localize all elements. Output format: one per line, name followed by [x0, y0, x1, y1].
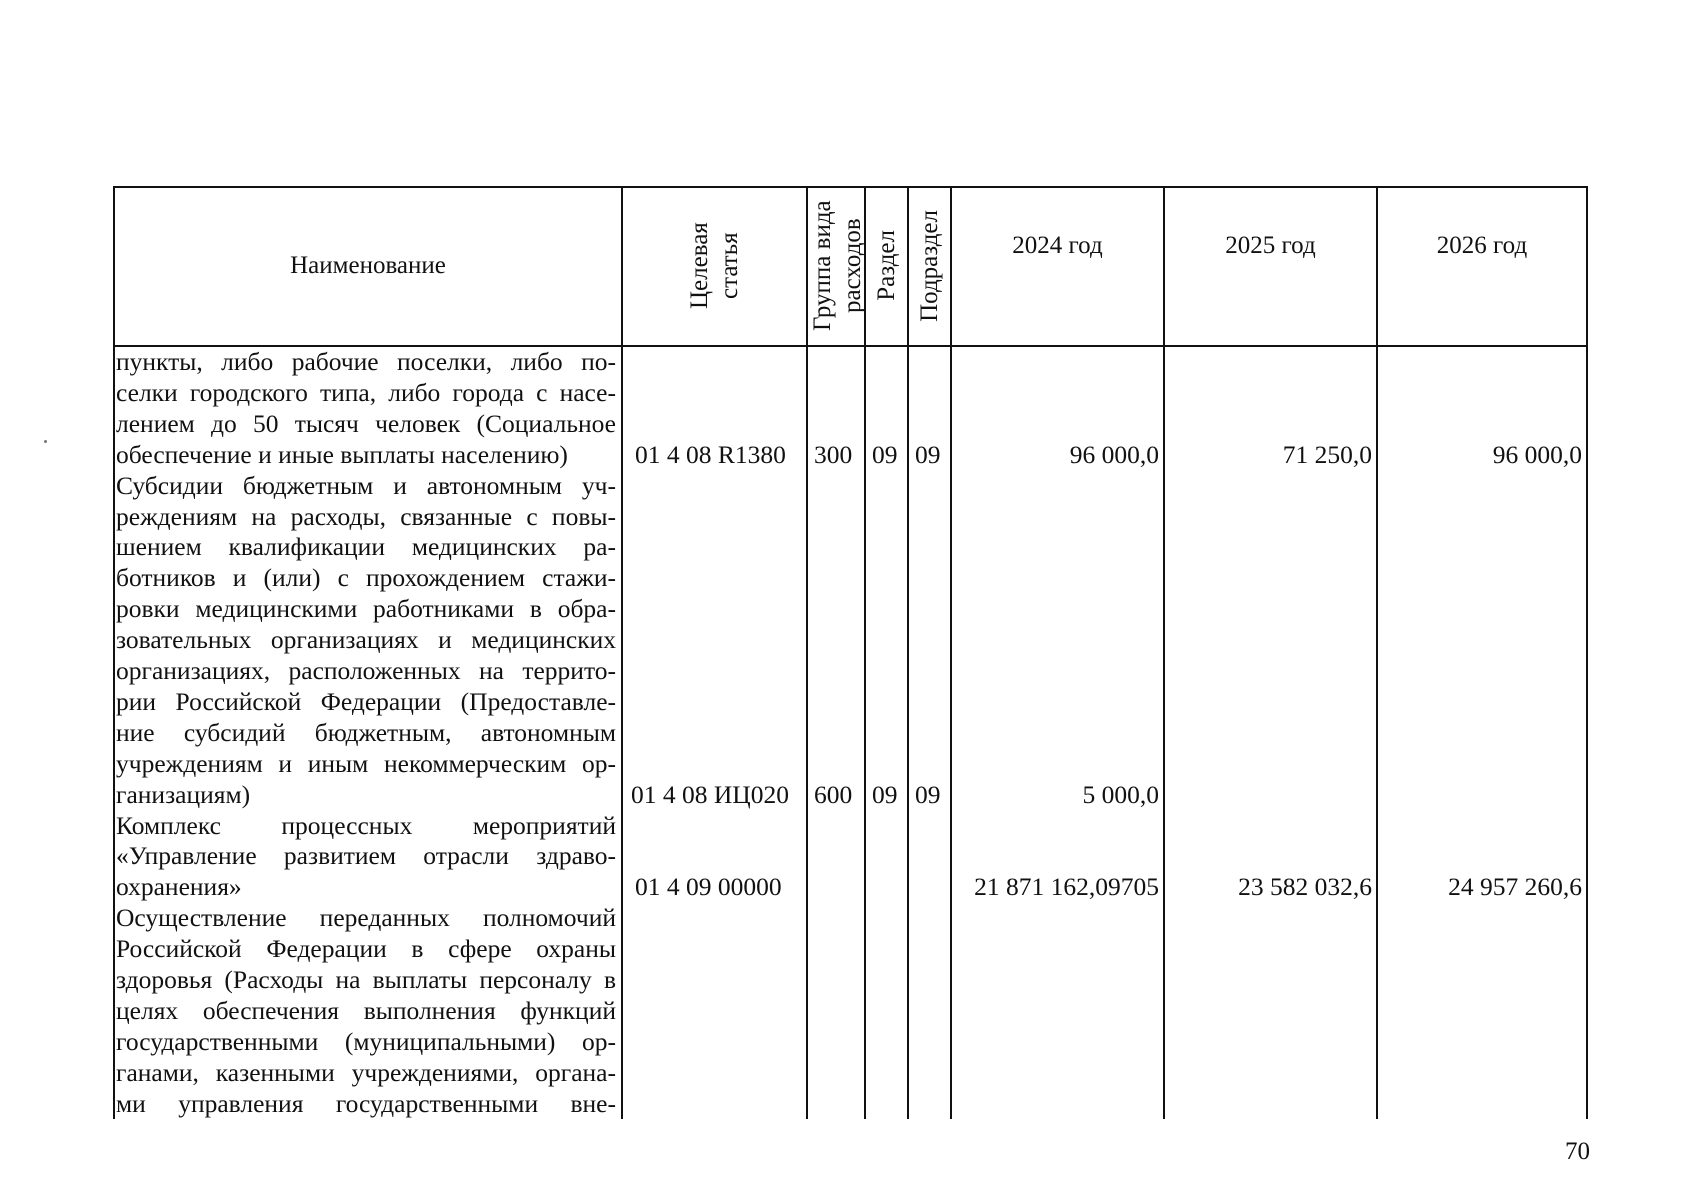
- value-2025-cell: 71 250,0: [1282, 439, 1372, 469]
- group-cell: 600: [814, 779, 853, 809]
- section-cell: 09: [872, 439, 898, 469]
- value-2025-cell: 23 582 032,6: [1238, 872, 1372, 902]
- header-2025: 2025 год: [1225, 231, 1316, 259]
- header-subsection: Подраздел: [915, 209, 943, 322]
- header-target: Целевая статья: [685, 222, 743, 309]
- name-cell-row1: пункты, либо рабочие поселки, либо по- селки городского типа, либо города с насе- лением до 50 тысяч человек (Социальное обеспечение и иные выплаты населению): [116, 347, 616, 469]
- header-section: Раздел: [872, 230, 900, 301]
- subsection-cell: 09: [915, 779, 941, 809]
- value-2024-cell: 96 000,0: [1069, 439, 1159, 469]
- header-name: Наименование: [290, 251, 446, 279]
- target-cell: 01 4 09 00000: [635, 872, 782, 902]
- value-2026-cell: 96 000,0: [1492, 439, 1582, 469]
- value-2026-cell: 24 957 260,6: [1448, 872, 1582, 902]
- table-body: [113, 347, 1586, 1119]
- name-cell-row4: Осуществление переданных полномочий Российской Федерации в сфере охраны здоровья (Расходы на выплаты персоналу в целях обеспечения выполнения функций государственными (муниципальными) ор- ганами, казенными учреждениями, органа- ми управления государственными вне-: [116, 903, 616, 1118]
- target-cell: 01 4 08 ИЦ020: [631, 779, 789, 809]
- name-cell-row3: Комплекс процессных мероприятий «Управление развитием отрасли здраво- охранения»: [116, 810, 616, 902]
- target-cell: 01 4 08 R1380: [635, 439, 786, 469]
- subsection-cell: 09: [915, 439, 941, 469]
- header-group: Группа вида расходов: [809, 200, 866, 331]
- group-cell: 300: [814, 439, 853, 469]
- header-2024: 2024 год: [1012, 231, 1103, 259]
- page-number: 70: [1565, 1138, 1590, 1165]
- scan-speck: [44, 440, 47, 443]
- value-2024-cell: 21 871 162,09705: [974, 872, 1159, 902]
- header-2026: 2026 год: [1436, 231, 1528, 259]
- value-2024-cell: 5 000,0: [1082, 779, 1159, 809]
- budget-table: [113, 186, 1586, 1119]
- col-border: [1586, 186, 1588, 1119]
- section-cell: 09: [872, 779, 898, 809]
- name-cell-row2: Субсидии бюджетным и автономным уч- реждениям на расходы, связанные с повы- шением квалификации медицинских ра- ботников и (или) с прохождением стажи- ровки медицинскими работниками в обра- зовательных организациях и медицинских организациях, расположенных на террито- рии Российской Федерации (Предоставле- ние субсидий бюджетным, автономным учреждениям и иным некоммерческим ор- ганизациям): [116, 470, 616, 809]
